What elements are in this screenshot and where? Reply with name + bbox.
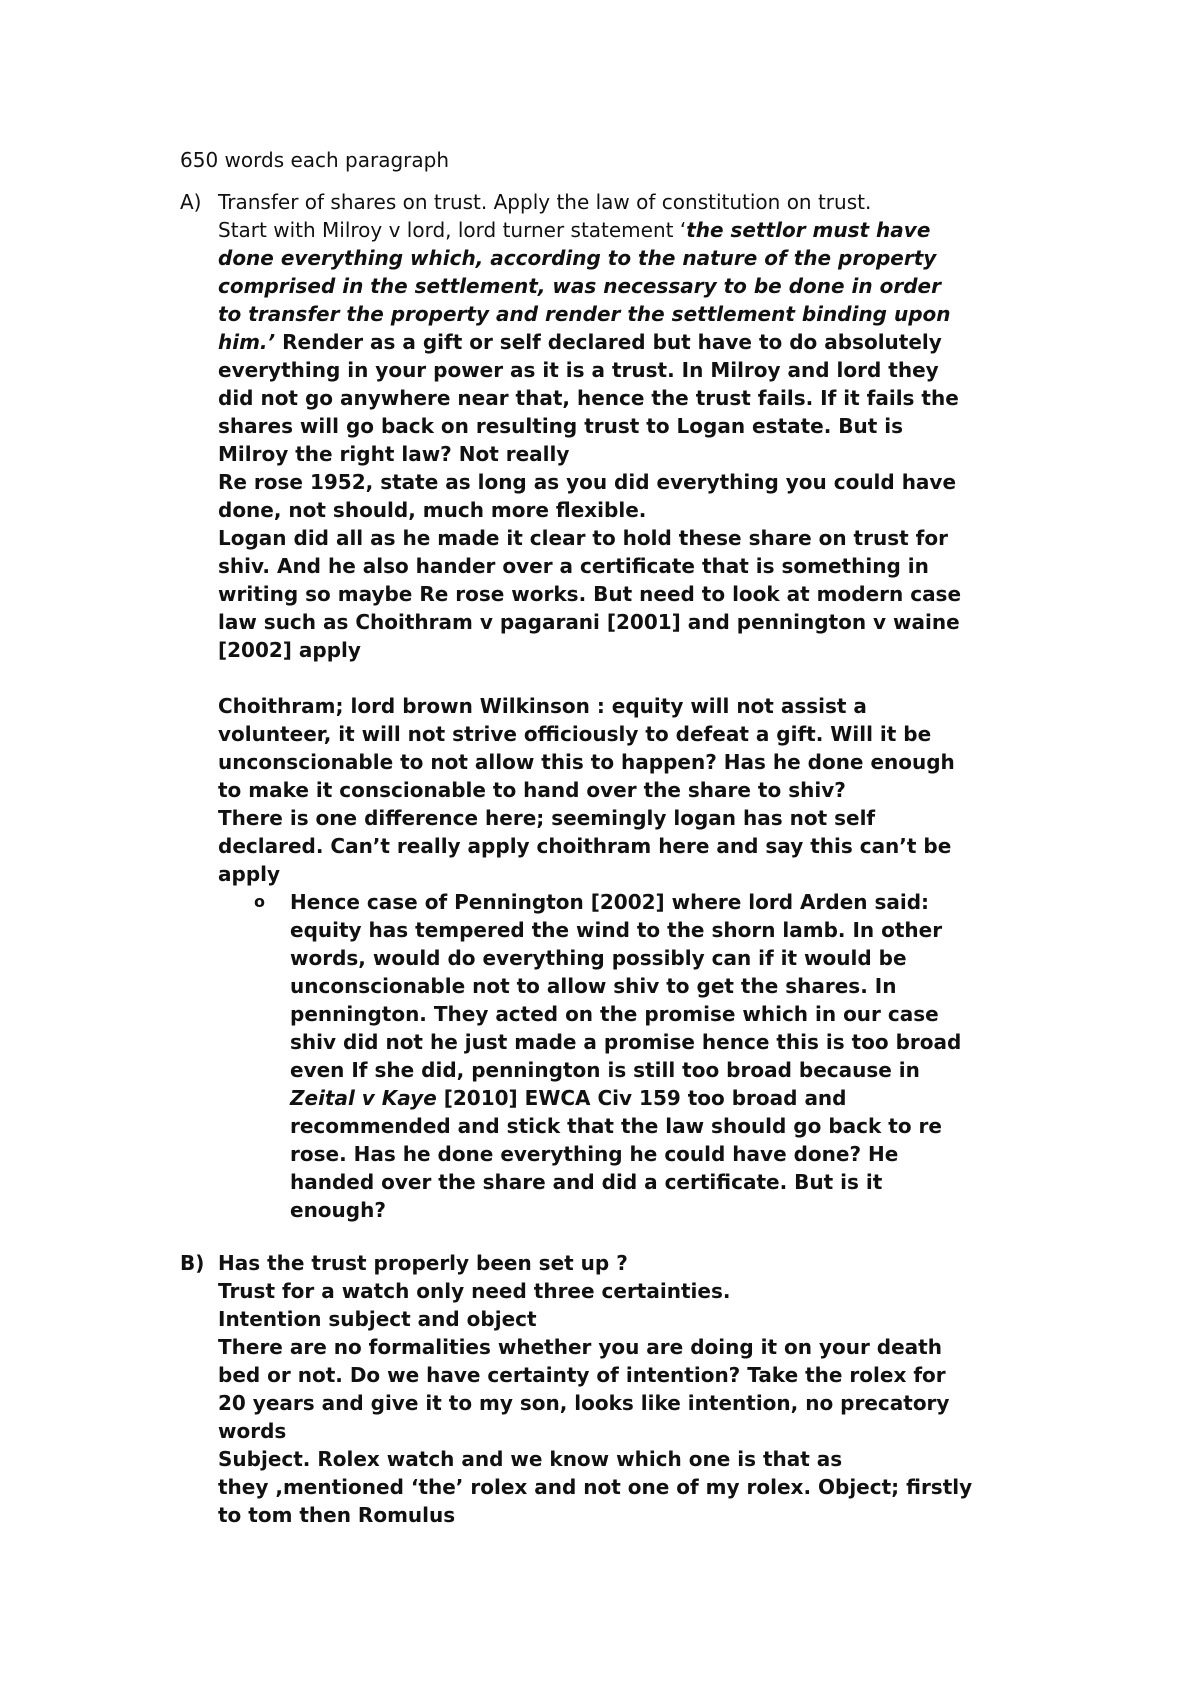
text-line: Transfer of shares on trust. Apply the law of constitution on trust. xyxy=(218,190,872,214)
text-line: Logan did all as he made it clear to hold these share on trust for xyxy=(218,526,948,550)
text-line: Re rose 1952, state as long as you did everything you could have xyxy=(218,470,957,494)
text-line: apply xyxy=(218,862,281,886)
text-line: Trust for a watch only need three certainties. xyxy=(218,1279,731,1303)
text-line: did not go anywhere near that, hence the trust fails. If it fails the xyxy=(218,386,959,410)
text-line: Hence case of Pennington [2002] where lord Arden said: xyxy=(290,890,930,914)
text-line: words xyxy=(218,1419,287,1443)
document-heading: 650 words each paragraph xyxy=(180,148,450,172)
text-line: [2002] apply xyxy=(218,638,361,662)
bullet-circle-icon: o xyxy=(254,892,265,911)
section-b-body xyxy=(218,1249,1080,1529)
quote-text: the settlor must have xyxy=(686,218,931,242)
text-line: everything in your power as it is a trust. In Milroy and lord they xyxy=(218,358,939,382)
text-line: Intention subject and object xyxy=(218,1307,537,1331)
text-line: Choithram; lord brown Wilkinson : equity will not assist a xyxy=(218,694,867,718)
text-line xyxy=(218,216,1080,244)
text-line: bed or not. Do we have certainty of intention? Take the rolex for xyxy=(218,1363,946,1387)
text-line: shares will go back on resulting trust to Logan estate. But is xyxy=(218,414,904,438)
text-line: even If she did, pennington is still too broad because in xyxy=(290,1058,920,1082)
text-line: volunteer, it will not strive officiously to defeat a gift. Will it be xyxy=(218,722,932,746)
quote-end: him.’ xyxy=(218,330,276,354)
quote-line: comprised in the settlement, was necessary to be done in order xyxy=(218,274,941,298)
text-line: shiv. And he also hander over a certificate that is something in xyxy=(218,554,929,578)
text-line: declared. Can’t really apply choithram here and say this can’t be xyxy=(218,834,952,858)
text-line: recommended and stick that the law should go back to re xyxy=(290,1114,942,1138)
text-line: they ,mentioned ‘the’ rolex and not one of my rolex. Object; firstly xyxy=(218,1475,973,1499)
quote-line: done everything which, according to the nature of the property xyxy=(218,246,937,270)
text-line: shiv did not he just made a promise hence this is too broad xyxy=(290,1030,962,1054)
text-line: pennington. They acted on the promise which in our case xyxy=(290,1002,939,1026)
text-line: Milroy the right law? Not really xyxy=(218,442,570,466)
text-line: law such as Choithram v pagarani [2001] and pennington v waine xyxy=(218,610,960,634)
text-line: to make it conscionable to hand over the share to shiv? xyxy=(218,778,846,802)
text-line: unconscionable not to allow shiv to get the shares. In xyxy=(290,974,897,998)
text-line: Subject. Rolex watch and we know which one is that as xyxy=(218,1447,843,1471)
section-b-marker: B) xyxy=(180,1251,205,1275)
bullet-item xyxy=(254,888,1080,1224)
text-line: writing so maybe Re rose works. But need to look at modern case xyxy=(218,582,962,606)
paragraph-gap xyxy=(218,664,1080,692)
text-line xyxy=(290,1084,1080,1112)
text-line: There is one difference here; seemingly logan has not self xyxy=(218,806,876,830)
text-line: rose. Has he done everything he could have done? He xyxy=(290,1142,899,1166)
section-a-body xyxy=(218,188,1080,1224)
text-line: handed over the share and did a certificate. But is it xyxy=(290,1170,883,1194)
text-span: Render as a gift or self declared but have to do absolutely xyxy=(275,330,942,354)
text-line xyxy=(218,328,1080,356)
text-line: equity has tempered the wind to the shorn lamb. In other xyxy=(290,918,943,942)
text-line: unconscionable to not allow this to happen? Has he done enough xyxy=(218,750,955,774)
text-span: [2010] EWCA Civ 159 too broad and xyxy=(436,1086,847,1110)
text-span: Start with Milroy v lord, lord turner statement ‘ xyxy=(218,218,687,242)
text-line: There are no formalities whether you are doing it on your death xyxy=(218,1335,942,1359)
text-line: to tom then Romulus xyxy=(218,1503,456,1527)
text-line: enough? xyxy=(290,1198,386,1222)
text-line: 20 years and give it to my son, looks like intention, no precatory xyxy=(218,1391,950,1415)
quote-line: to transfer the property and render the settlement binding upon xyxy=(218,302,951,326)
section-a-marker: A) xyxy=(180,190,202,214)
text-line: Has the trust properly been set up ? xyxy=(218,1251,628,1275)
text-line: words, would do everything possibly can if it would be xyxy=(290,946,907,970)
text-line: done, not should, much more flexible. xyxy=(218,498,647,522)
case-name: Zeital v Kaye xyxy=(290,1086,437,1110)
